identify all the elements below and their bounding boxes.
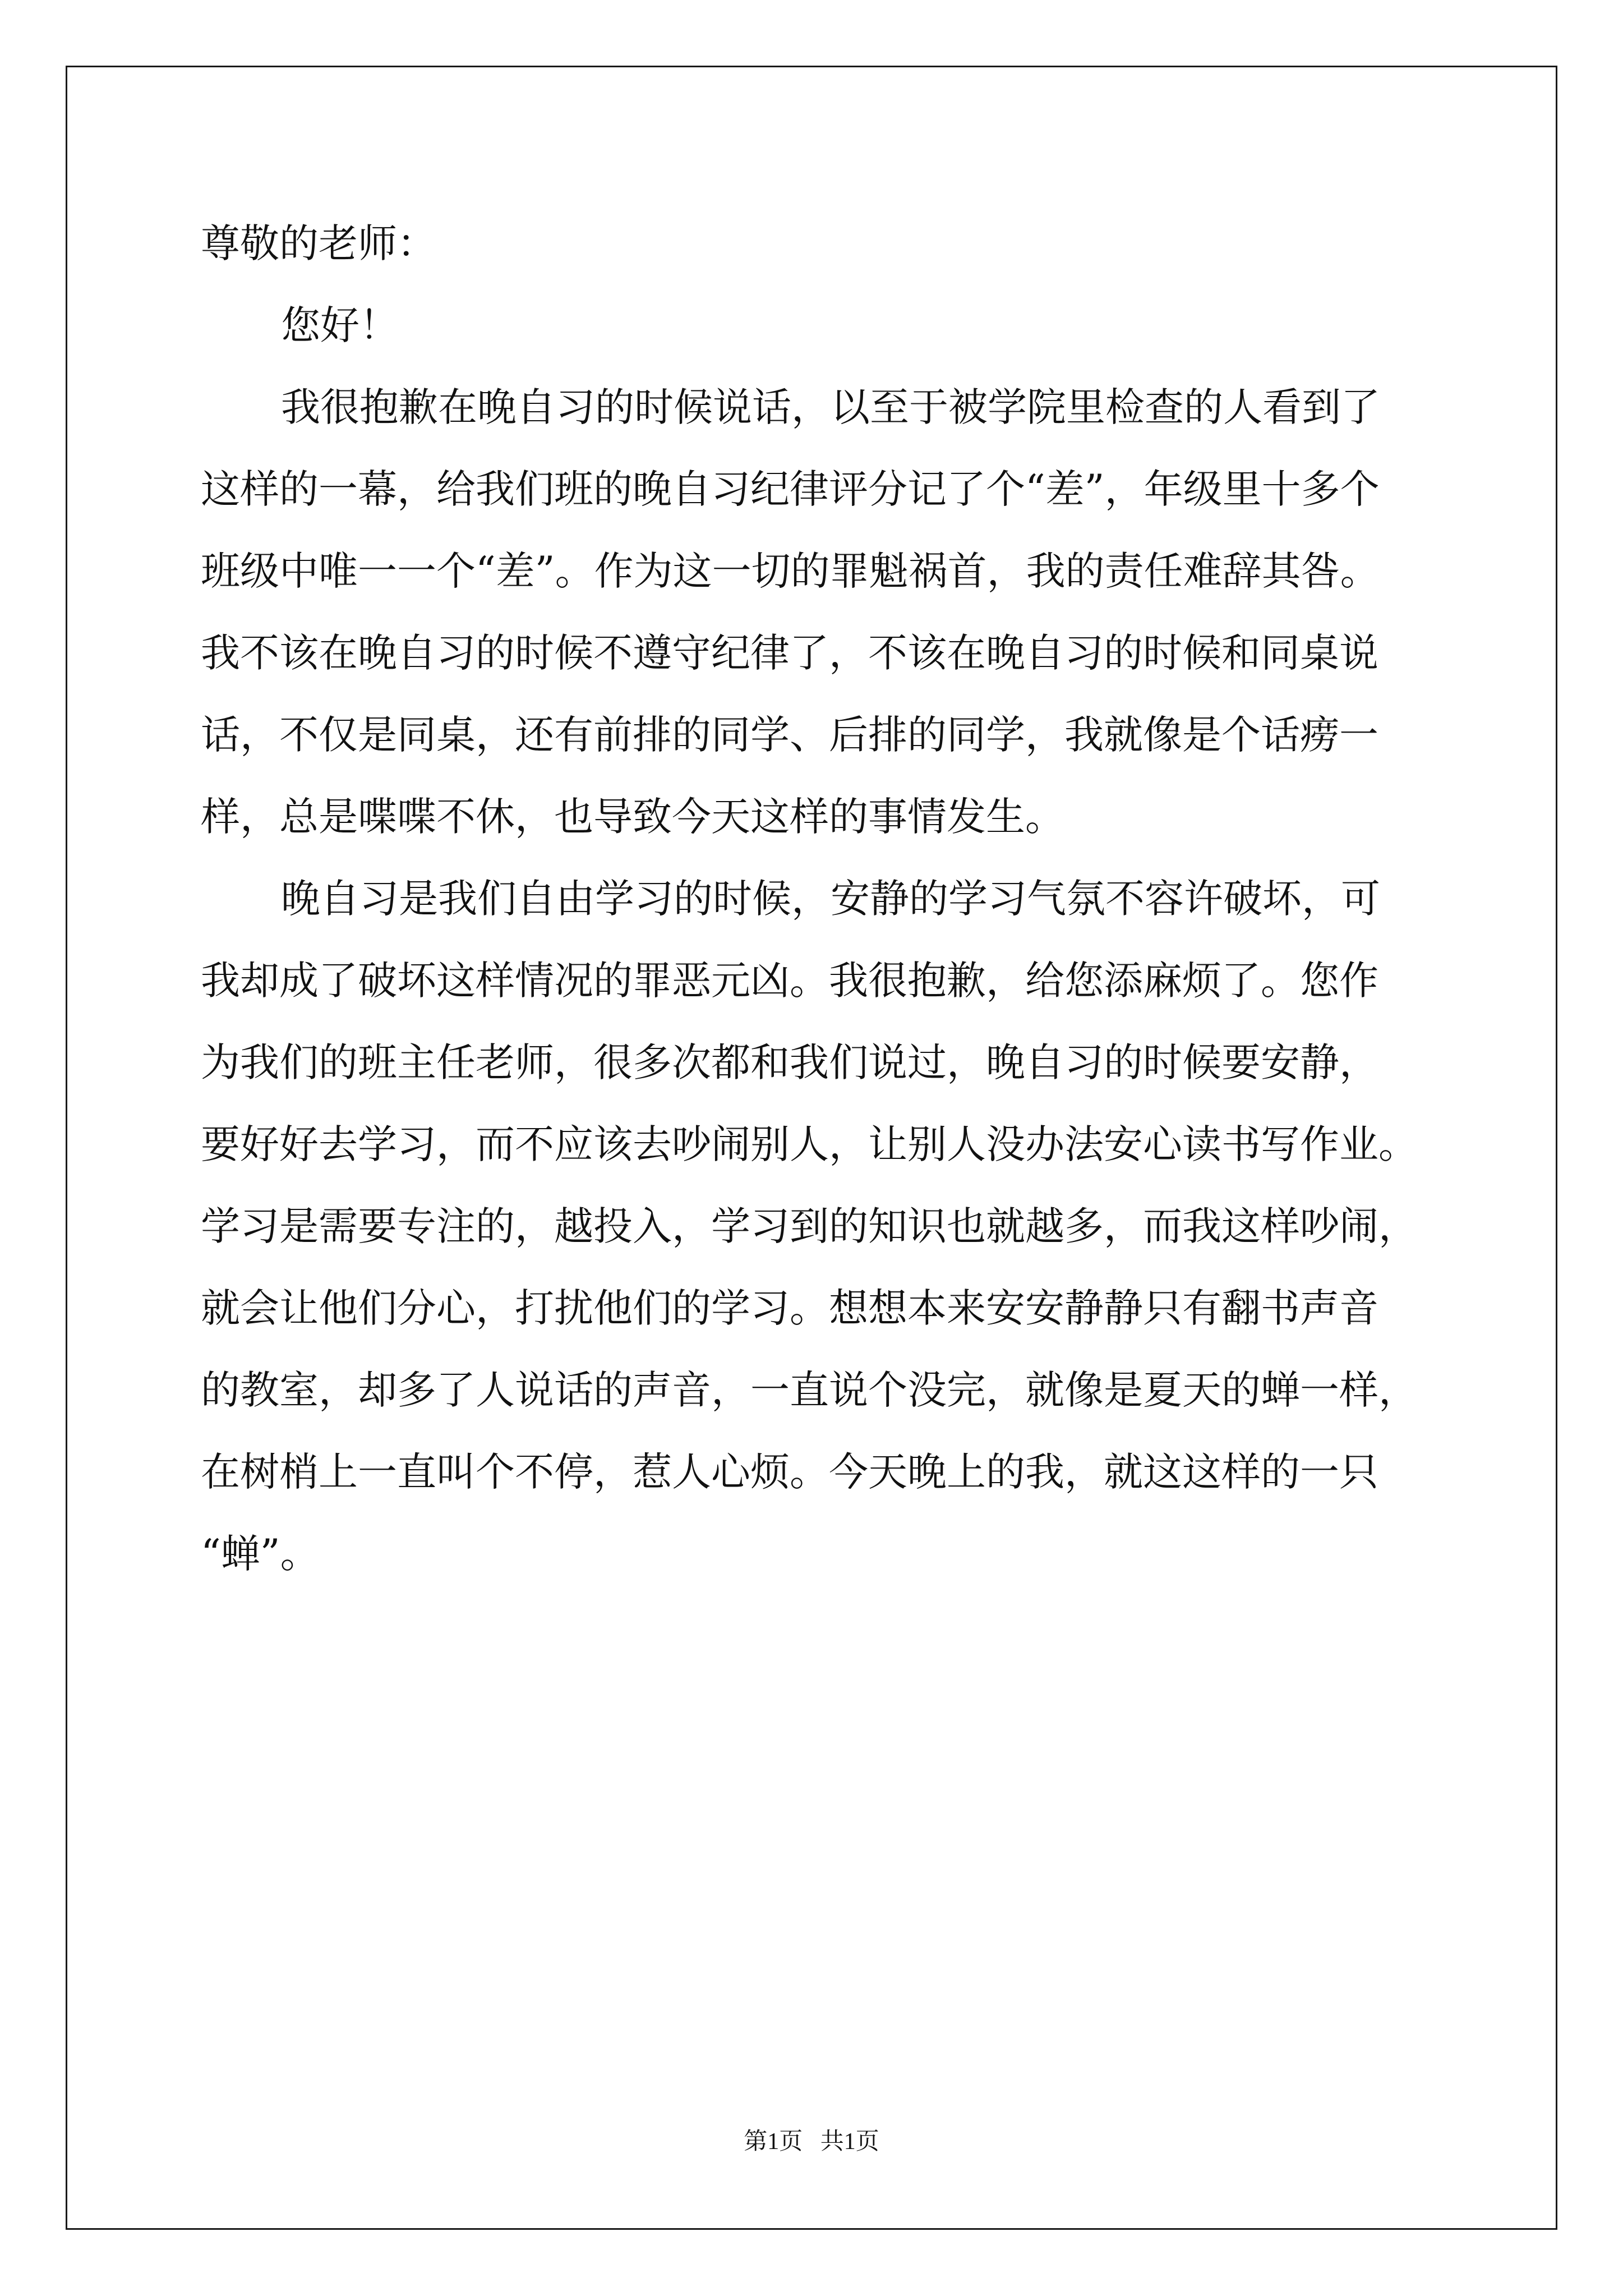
paragraph-2-line-9: “蝉”。 — [201, 1531, 320, 1577]
paragraph-2-line-7: 的教室，却多了人说话的声音，一直说个没完，就像是夏天的蝉一样， — [201, 1367, 1418, 1413]
paragraph-1-line-3: 班级中唯一一个“差”。作为这一切的罪魁祸首，我的责任难辞其咎。 — [201, 548, 1380, 594]
salutation: 尊敬的老师： — [201, 220, 436, 266]
paragraph-2-line-1: 晚自习是我们自由学习的时候，安静的学习气氛不容许破坏，可 — [281, 876, 1380, 922]
paragraph-1-line-4: 我不该在晚自习的时候不遵守纪律了，不该在晚自习的时候和同桌说 — [201, 630, 1378, 676]
paragraph-2-line-6: 就会让他们分心，打扰他们的学习。想想本来安安静静只有翻书声音 — [201, 1285, 1378, 1331]
greeting: 您好！ — [281, 302, 399, 348]
paragraph-2-line-4: 要好好去学习，而不应该去吵闹别人，让别人没办法安心读书写作业。 — [201, 1121, 1418, 1167]
paragraph-2-line-8: 在树梢上一直叫个不停，惹人心烦。今天晚上的我，就这这样的一只 — [201, 1449, 1378, 1495]
paragraph-2-line-2: 我却成了破坏这样情况的罪恶元凶。我很抱歉，给您添麻烦了。您作 — [201, 958, 1378, 1004]
page-number-footer: 第1页 共1页 — [744, 2129, 879, 2155]
paragraph-1-line-6: 样，总是喋喋不休，也导致今天这样的事情发生。 — [201, 794, 1064, 840]
paragraph-2-line-5: 学习是需要专注的，越投入，学习到的知识也就越多，而我这样吵闹， — [201, 1203, 1418, 1249]
paragraph-2-line-3: 为我们的班主任老师，很多次都和我们说过，晚自习的时候要安静， — [201, 1039, 1378, 1085]
paragraph-1-line-1: 我很抱歉在晚自习的时候说话，以至于被学院里检查的人看到了 — [281, 384, 1380, 430]
paragraph-1-line-2: 这样的一幕，给我们班的晚自习纪律评分记了个“差”，年级里十多个 — [201, 466, 1380, 512]
paragraph-1-line-5: 话，不仅是同桌，还有前排的同学、后排的同学，我就像是个话痨一 — [201, 712, 1378, 758]
